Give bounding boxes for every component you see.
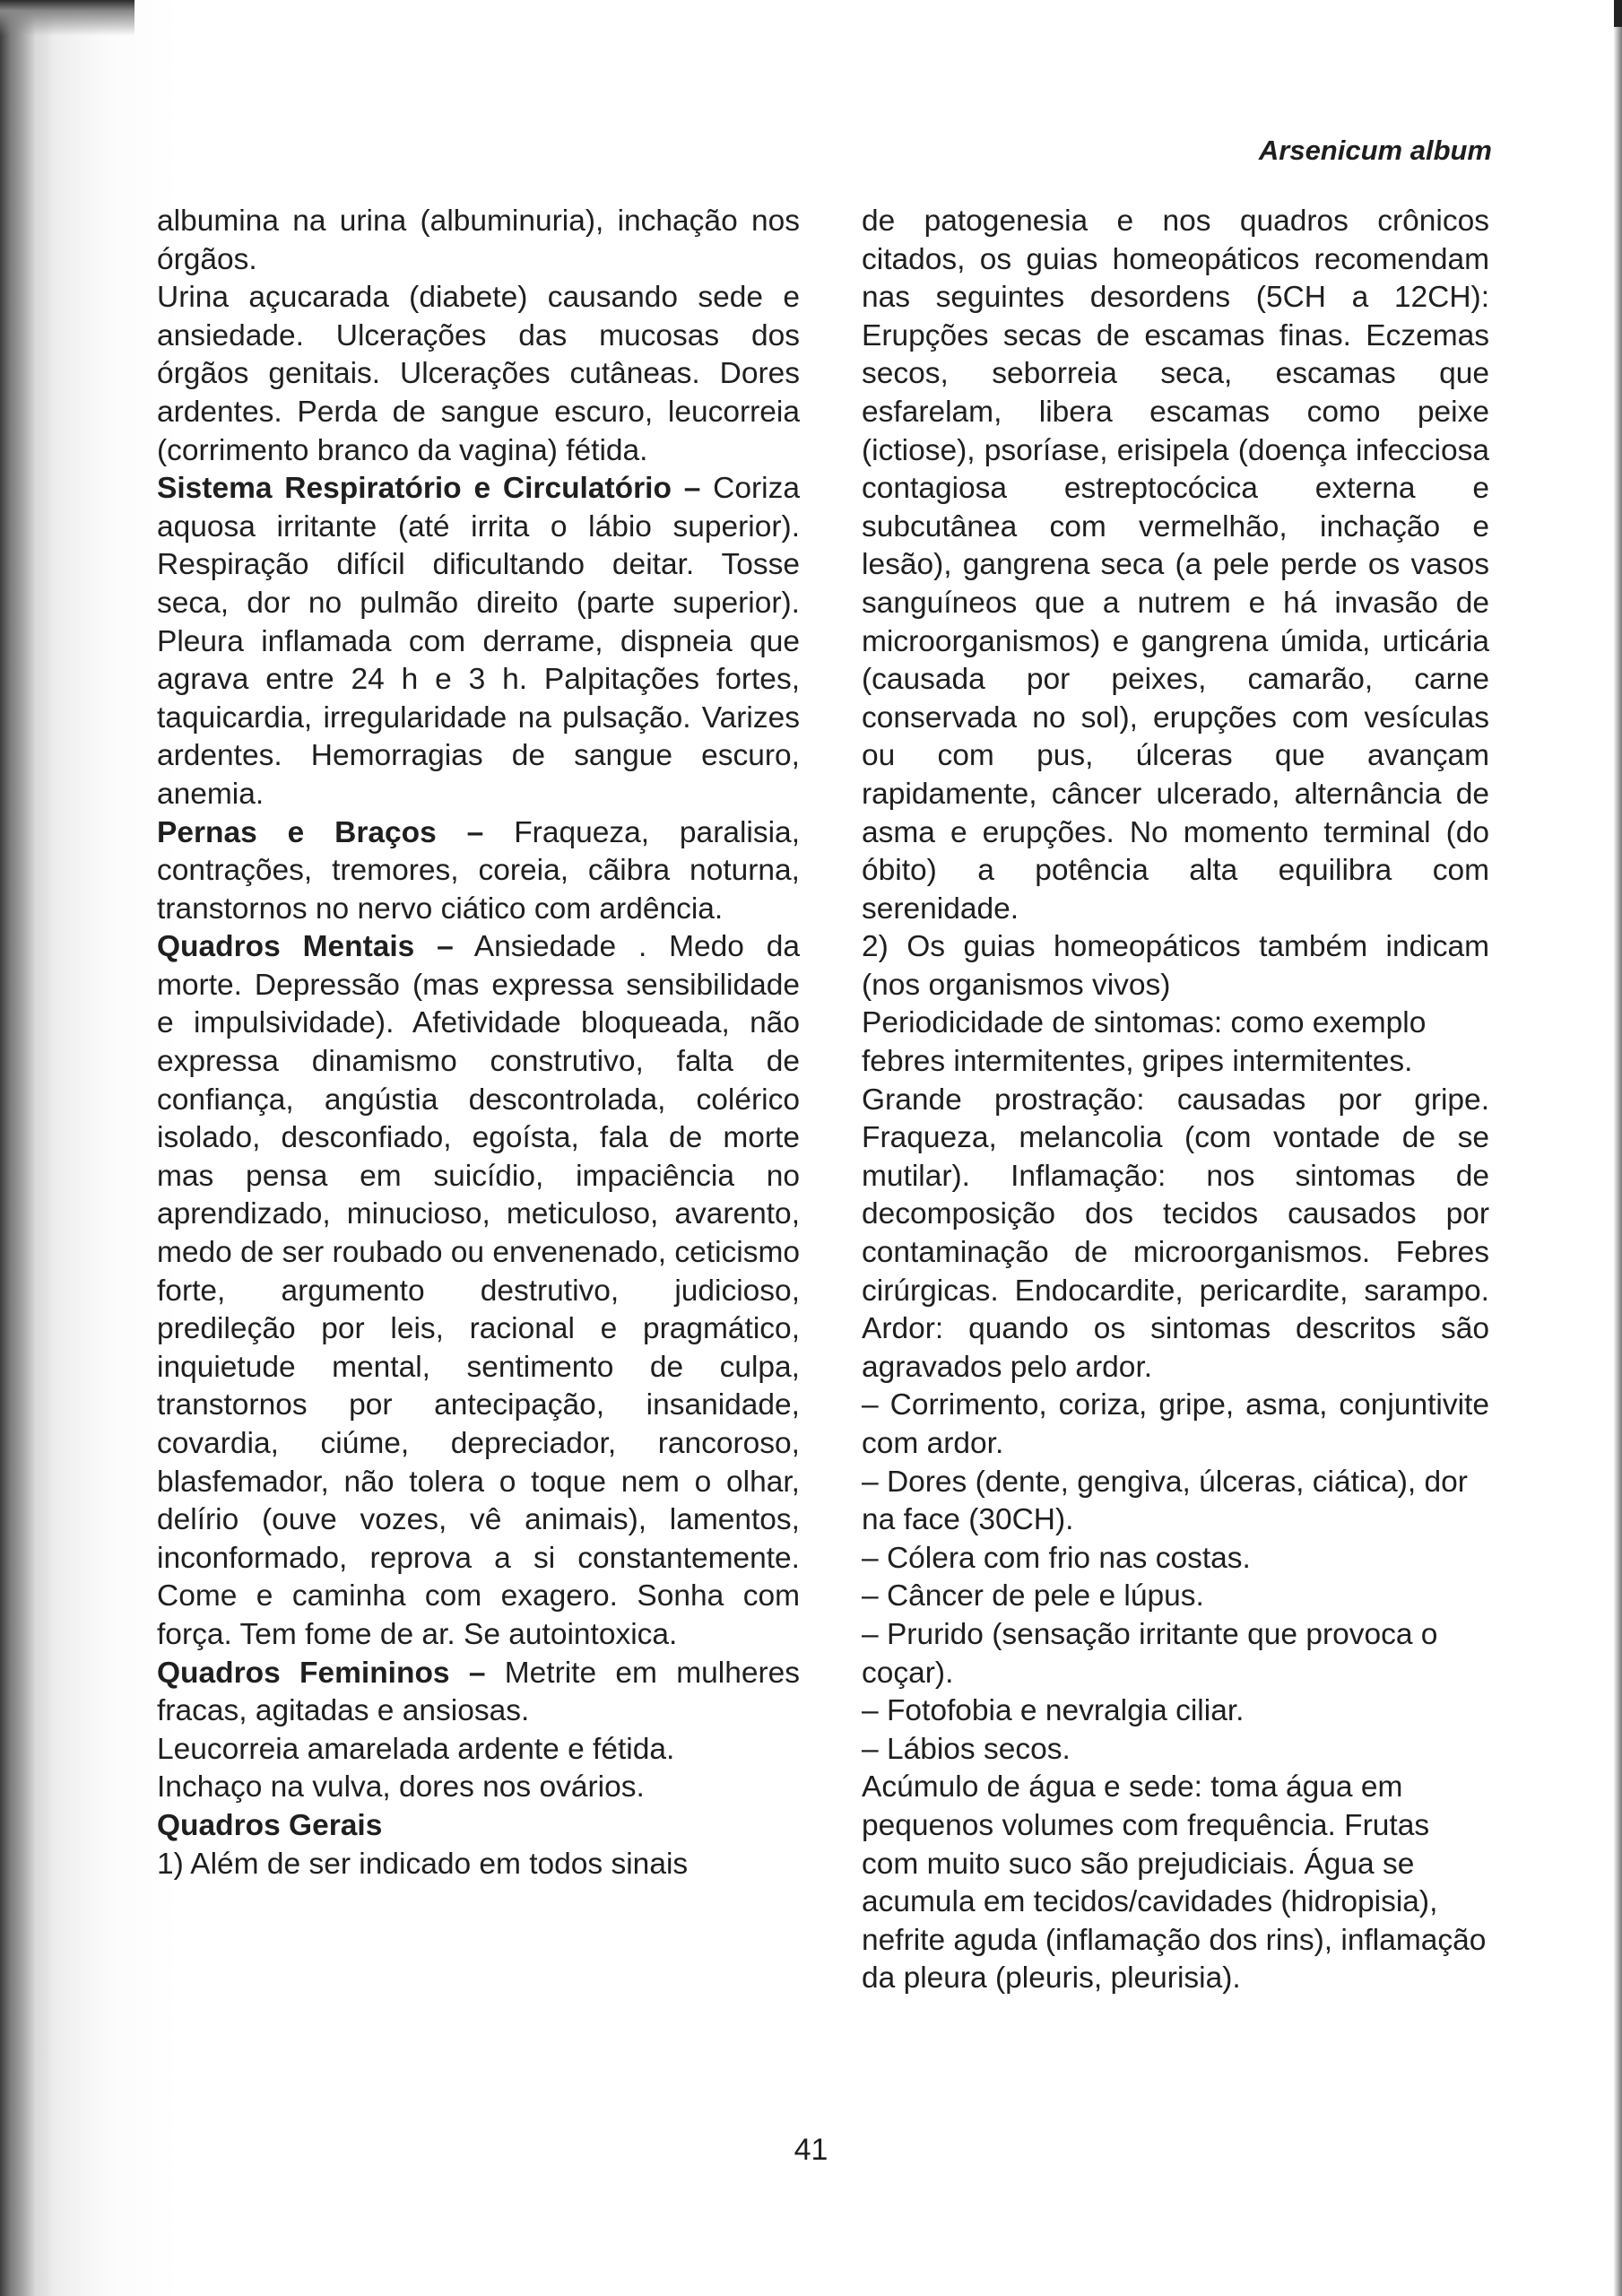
general-heading: Quadros Gerais (157, 1808, 383, 1842)
list-item: – Câncer de pele e lúpus. (862, 1579, 1204, 1613)
running-title: Arsenicum album (1258, 135, 1492, 166)
mental-heading: Quadros Mentais – (157, 930, 454, 964)
binding-shadow (0, 0, 49, 2296)
corner-shadow (0, 0, 134, 36)
intro-paragraph-1: albumina na urina (albuminuria), inchação nos órgãos. (157, 204, 800, 276)
right-paragraph-2: 2) Os guias homeopáticos também indicam (nos organismos vivos) (862, 930, 1489, 1002)
right-paragraph-3: Periodicidade de sintomas: como exemplo febres intermitentes, gripes intermitentes. (862, 1006, 1427, 1079)
feminine-line-3: Inchaço na vulva, dores nos ovários. (157, 1770, 645, 1805)
list-item: – Corrimento, coriza, gripe, asma, conjuntivite com ardor. (862, 1388, 1489, 1460)
limbs-heading: Pernas e Braços – (157, 815, 484, 849)
general-line-1: 1) Além de ser indicado em todos sinais (157, 1847, 689, 1881)
right-paragraph-1: de patogenesia e nos quadros crônicos citados, os guias homeopáticos recomendam nas seguintes desordens (5CH a 12CH): Erupções secas de escamas finas. Eczemas secos, seborreia seca, escamas que esfarelam, libera escamas como peixe (ictiose), psoríase, erisipela (doença infecciosa contagiosa estreptocócica externa e subcutânea com vermelhão, inchação e lesão), gangrena seca (a pele perde os vasos sanguíneos que a nutrem e há invasão de microorganismos) e gangrena úmida, urticária (causada por peixes, camarão, carne conservada no sol), erupções com vesículas ou com pus, úlceras que avançam rapidamente, câncer ulcerado, alternância de asma e erupções. No momento terminal (do óbito) a potência alta equilibra com serenidade. (862, 204, 1489, 926)
limbs-section (157, 814, 800, 929)
mental-text: Ansiedade . Medo da morte. Depressão (mas expressa sensibilidade e impulsividade). Afetividade bloqueada, não expressa dinamismo construtivo, falta de confiança, angústia descontrolada, colérico isolado, desconfiado, egoísta, fala de morte mas pensa em suicídio, impaciência no aprendizado, minucioso, meticuloso, avarento, medo de ser roubado ou envenenado, ceticismo forte, argumento destrutivo, judicioso, predileção por leis, racional e pragmático, inquietude mental, sentimento de culpa, transtornos por antecipação, insanidade, covardia, ciúme, depreciador, rancoroso, blasfemador, não tolera o toque nem o olhar, delírio (ouve vozes, vê animais), lamentos, inconformado, reprova a si constantemente. Come e caminha com exagero. Sonha com força. Tem fome de ar. Se autointoxica. (157, 930, 801, 1651)
feminine-text: Metrite em mulheres fracas, agitadas e ansiosas. (157, 1656, 800, 1728)
right-column (862, 203, 1489, 1998)
page-number: 41 (794, 2133, 828, 2167)
list-item: – Lábios secos. (862, 1732, 1071, 1766)
respiratory-text: Coriza aquosa irritante (até irrita o lábio superior). Respiração difícil dificultando deitar. Tosse seca, dor no pulmão direito (parte superior). Pleura inflamada com derrame, dispneia que agrava entre 24 h e 3 h. Palpitações fortes, taquicardia, irregularidade na pulsação. Varizes ardentes. Hemorragias de sangue escuro, anemia. (157, 472, 800, 811)
list-item: – Dores (dente, gengiva, úlceras, ciática), dor na face (30CH). (862, 1465, 1468, 1537)
mental-section (157, 928, 800, 1654)
list-item: – Fotofobia e nevralgia ciliar. (862, 1694, 1245, 1728)
page-edge (1614, 0, 1622, 2296)
feminine-section (157, 1655, 800, 1731)
page-edge-mark (1614, 0, 1622, 27)
left-column (157, 203, 800, 1883)
respiratory-section (157, 470, 800, 813)
list-item: – Prurido (sensação irritante que provoca o coçar). (862, 1617, 1438, 1690)
feminine-heading: Quadros Femininos – (157, 1656, 486, 1690)
respiratory-heading: Sistema Respiratório e Circulatório – (157, 472, 701, 506)
intro-paragraph-2: Urina açucarada (diabete) causando sede e ansiedade. Ulcerações das mucosas dos órgãos genitais. Ulcerações cutâneas. Dores ardentes. Perda de sangue escuro, leucorreia (corrimento branco da vagina) fétida. (157, 281, 800, 467)
right-paragraph-5: Acúmulo de água e sede: toma água em pequenos volumes com frequência. Frutas com muito suco são prejudiciais. Água se acumula em tecidos/cavidades (hidropisia), nefrite aguda (inflamação dos rins), inflamação da pleura (pleuris, pleurisia). (862, 1770, 1487, 1996)
right-paragraph-4: Grande prostração: causadas por gripe. Fraqueza, melancolia (com vontade de se mutilar). Inflamação: nos sintomas de decomposição dos tecidos causados por contaminação de microorganismos. Febres cirúrgicas. Endocardite, pericardite, sarampo. Ardor: quando os sintomas descritos são agravados pelo ardor. (862, 1083, 1489, 1384)
list-item: – Cólera com frio nas costas. (862, 1541, 1251, 1575)
feminine-line-2: Leucorreia amarelada ardente e fétida. (157, 1732, 675, 1766)
limbs-text: Fraqueza, paralisia, contrações, tremores, coreia, cãibra noturna, transtornos no nervo ciático com ardência. (157, 815, 800, 926)
